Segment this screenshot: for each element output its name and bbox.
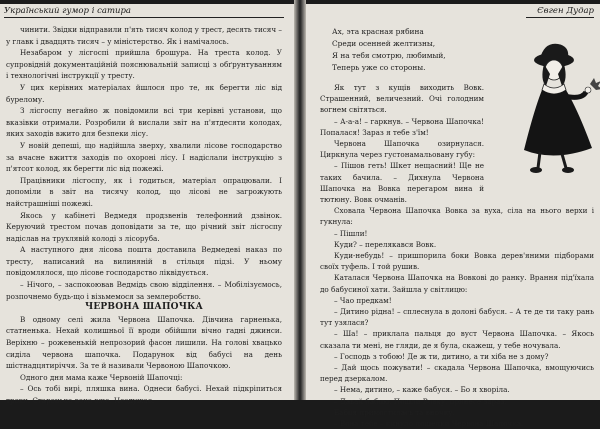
- paragraph: Незабаром у лісгоспі прийшла брошура. На треста колод. У супровідній документаційній пояснювальній записці з обґрунтуванням і технологічні інструкції у тресту.: [6, 48, 282, 81]
- paragraph: В одному селі жила Червона Шапочка. Дівчина гарненька, статненька. Нехай колишньої її вроди обійшли вічно гадні джинси. Веріхню – рожевенькій непрозорий фасон лишили. На голові хвацько сиділа червона шапочка. Подарунок від бабусі на день шістнадцятиріччя. За те й називали Червоною Шапочкою.: [6, 314, 282, 371]
- paragraph: Куди? – перелякався Вовк.: [334, 239, 437, 249]
- paragraph: – Господь з тобою! Де ж ти, дитино, а ти хіба не з дому?: [334, 351, 549, 361]
- paragraph: – Давай бабцю. Пошли Вовку, принесе зараз.: [334, 396, 507, 406]
- right-page: [306, 4, 600, 429]
- paragraph: – Чао предкам!: [334, 295, 392, 305]
- left-page: [0, 4, 294, 405]
- paragraph: – Нічого, – заспокоював Ведмідь свою відділення. – Мобілізуємось, розпочнемо будь-що і візьмемося за землеробство.: [6, 280, 282, 301]
- paragraph: У цих керівних матеріалах йшлося про те, як берегти ліс від бурелому.: [6, 82, 282, 104]
- paragraph: чинити. Звідки відправили п'ять тисяч колод у трест, десять тисяч – у главк і двадцять тисяч – у міністерство. Як і намічалось.: [6, 25, 282, 46]
- paragraph: Куди-небудь! – пришпорила боки Вовка дерев'яними підборами своїх туфель. І той рушив.: [320, 251, 594, 272]
- paragraph: Червона Шапочка озирнулася. Циркнула через густонамальовану губу:: [320, 139, 484, 160]
- left-running-head: Український гумор і сатира: [4, 6, 284, 18]
- paragraph: – Пішов геть! Шкет нещасний! Ще не таких бачила. – Дихнула Червона Шапочка на Вовка перегаром вина й тютюну. Вовк очманів.: [320, 161, 484, 205]
- paragraph: Працівники лісгоспу, як і годиться, матеріал опрацювали. І допоміли в звіт на тисячу колод, що лісові не загрожують найстрашніші пожежі.: [6, 175, 282, 208]
- paragraph: – Дай щось пожувати! – скадала Червона Шапочка, вмощуючись перед дзеркалом.: [320, 363, 594, 384]
- poem-line: Среди осенней желтизны,: [332, 39, 436, 48]
- paragraph: Якось у кабінеті Ведмедя продзвенів телефонний дзвінок. Керуючий трестом почав доповідати за те, що річний звіт лісгоспу надіслав на трухлявій колоді з лісоруба.: [6, 210, 282, 243]
- paragraph: – Вона тебе – кинуло пошепки Червона Шапочка.: [334, 419, 524, 429]
- paragraph: Як тут з кущів виходить Вовк. Страшенний, величезний. Очі голодним вогнем світяться.: [320, 83, 484, 115]
- hat-crown-shape: [540, 44, 568, 59]
- paragraph: Бабця примостилась та вночку.: [334, 407, 455, 417]
- left-body-text: [6, 24, 282, 407]
- paragraph: – Ось тобі вирі, пляшка вина. Однеси бабусі. Нехай підкріпиться трохи. Старенька вона вже. Нездужає.: [6, 384, 282, 405]
- paragraph: – Пішли!: [334, 228, 368, 238]
- poem: [332, 26, 502, 74]
- right-body-text: [320, 82, 594, 429]
- paragraph: – Нема, дитино, – каже бабуся. – Бо я хворіла.: [334, 385, 510, 395]
- paragraph: – Ша! – приклала пальця до вуст Червона Шапочка. – Якось сказала ти мені, не гляди, де я була, скажеш, у тебе ночувала.: [320, 329, 594, 350]
- paragraph: – Дитино рідна! – сплеснула в долоні бабуся. – А те де ти таку рань тут узялася?: [320, 307, 594, 328]
- poem-line: Я на тебя смотрю, любимый,: [332, 51, 446, 60]
- paragraph: У новій депеші, що надійшла зверху, хвалили лісове господарство за вчасне вжиття заходів по охороні лісу. І надіслали інструкцію з п'ятсот колод, як берегти ліс від пожежі.: [6, 140, 282, 174]
- paragraph: – А-а-а! – гаркнув. – Червона Шапочка! Попалася! Зараз я тебе з'їм!: [320, 116, 484, 137]
- poem-line: Ах, эта красная рябина: [332, 27, 424, 36]
- poem-line: Теперь уже со стороны.: [332, 63, 426, 72]
- paragraph: Одного дня мама каже Червоній Шапочці:: [20, 372, 183, 382]
- chapter-title: ЧЕРВОНА ШАПОЧКА: [84, 302, 204, 313]
- paragraph: А наступного дня лісова пошта доставила Ведмедеві наказ по тресту, написаний на вилиняній в стільця підзі. У ньому повідомлялося, що лісове господарство ліквідується.: [6, 245, 282, 278]
- right-running-head: Євген Дудар: [526, 6, 594, 18]
- paragraph: Каталася Червона Шапочка на Вовкові до ранку. Врання під'їхала до бабусиної хати. Зайшла у світлицю:: [320, 273, 594, 294]
- book-gutter: [294, 0, 306, 400]
- paragraph: Сховала Червона Шапочка Вовка за вуха, сіла на нього верхи і гукнула:: [320, 206, 594, 227]
- paragraph: З лісгоспу негайно ж повідомили всі три керівні установи, що вказівки отримали. Розробили й вислали звіт на п'ятдесяти колодах, яких заходів вжито для безпеки лісу.: [6, 106, 282, 139]
